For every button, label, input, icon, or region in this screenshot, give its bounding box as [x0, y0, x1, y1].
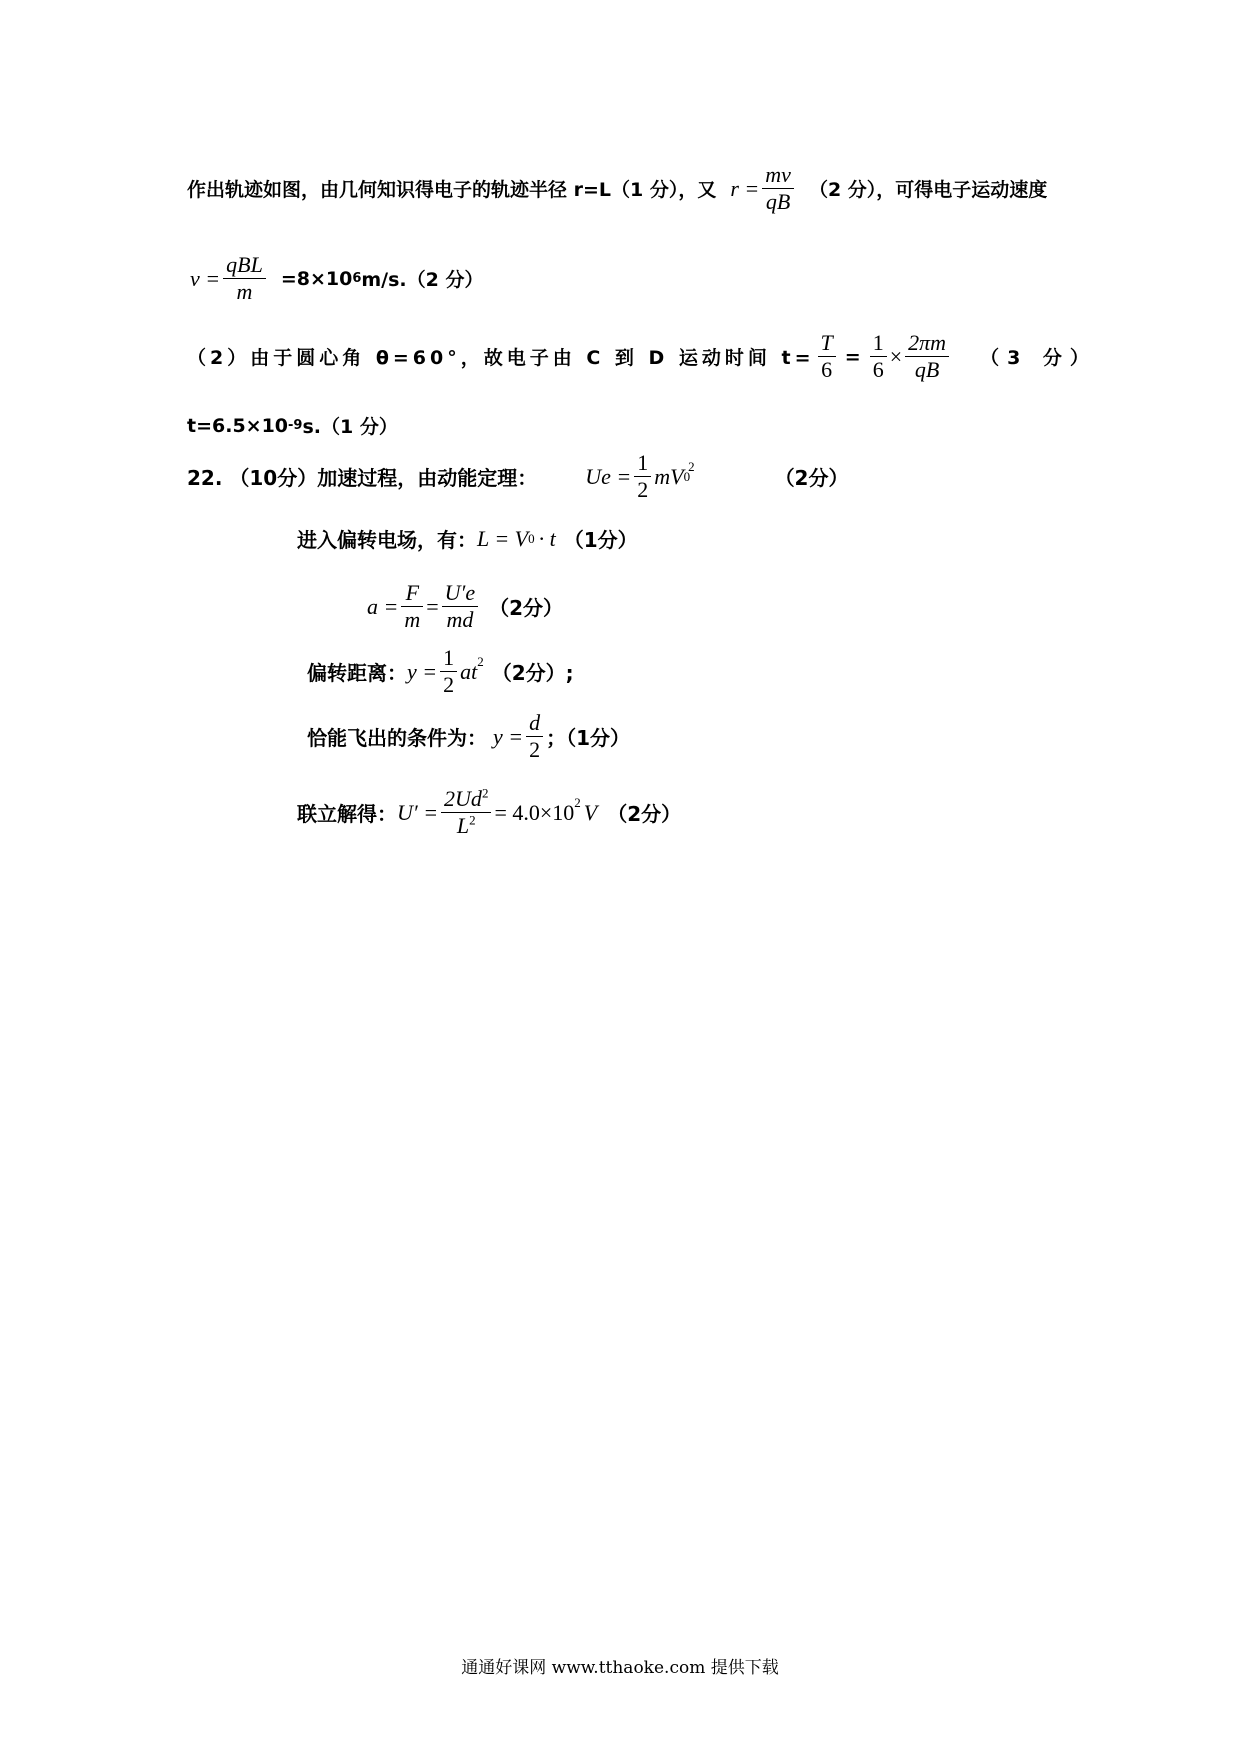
- accel-score: （2分）: [489, 596, 564, 620]
- voltage-rhs-b: V: [583, 799, 598, 825]
- line3-score: （3 分）: [980, 347, 1097, 369]
- times-sign: ×: [889, 343, 903, 369]
- solve-label: 联立解得：: [297, 802, 397, 826]
- accel-f1-numerator: F: [405, 580, 420, 605]
- time-f1-numerator: T: [820, 330, 833, 355]
- accel-lhs: a =: [367, 593, 399, 619]
- voltage-rhs-a: = 4.0×10: [494, 799, 575, 825]
- accel-fraction-2: [442, 580, 478, 633]
- line1-text-a: 作出轨迹如图，由几何知识得电子的轨迹半径 r=L（1 分），又: [187, 179, 717, 201]
- length-score: （1分）: [563, 528, 638, 552]
- condition-fraction: [526, 710, 543, 763]
- page-footer: 通通好课网 www.tthaoke.com 提供下载: [461, 1658, 779, 1678]
- deflection-field-label: 进入偏转电场，有：: [297, 528, 477, 552]
- line1-text-b: （2 分），可得电子运动速度: [808, 179, 1048, 201]
- energy-numerator: 1: [637, 450, 649, 475]
- acceleration-line: [367, 580, 563, 633]
- distance-rhs: at: [460, 658, 478, 684]
- voltage-fraction: [441, 786, 491, 839]
- condition-numerator: d: [529, 710, 541, 735]
- question-22-label: 22. （10分）加速过程，由动能定理：: [187, 466, 538, 490]
- exit-condition-label: 恰能飞出的条件为：: [307, 726, 487, 750]
- voltage-numerator: [441, 786, 491, 812]
- accel-f2-numerator: U′e: [444, 580, 476, 605]
- voltage-score: （2分）: [607, 802, 682, 826]
- deflection-distance-line: 偏转距离： y = $\frac{1}{2}$ at $^2$ （2分）;: [307, 645, 574, 697]
- velocity-denominator: m: [236, 279, 253, 304]
- condition-denominator: 2: [529, 737, 541, 762]
- voltage-numerator-sup: 2: [481, 785, 489, 801]
- time-fraction-3: [905, 330, 949, 383]
- distance-denominator: 2: [443, 672, 455, 697]
- velocity-fraction: [223, 252, 266, 305]
- velocity-value-a: =8×10: [280, 267, 353, 290]
- voltage-denominator: [454, 813, 479, 839]
- time-f2-denominator: 6: [872, 357, 884, 382]
- distance-numerator: 1: [443, 645, 455, 670]
- voltage-denominator-sup: 2: [469, 812, 476, 828]
- radius-fraction: [762, 162, 794, 215]
- time-f3-denominator: qB: [914, 357, 940, 382]
- voltage-lhs: U′ =: [397, 799, 439, 825]
- distance-score: （2分）;: [491, 661, 574, 685]
- distance-lhs: y =: [407, 658, 438, 684]
- deflection-distance-label: 偏转距离：: [307, 661, 407, 685]
- radius-lhs: r =: [730, 175, 760, 201]
- time-fraction-1: [818, 330, 836, 383]
- energy-score: （2分）: [774, 466, 849, 490]
- radius-denominator: qB: [765, 189, 791, 214]
- line3-text-a: （2）由于圆心角 θ=60°，故电子由 C 到 D 运动时间 t=: [187, 347, 815, 369]
- time-f3-numerator: 2πm: [908, 330, 947, 355]
- length-expr-a: L = V: [477, 525, 529, 551]
- solution-line-4: t=6.5×10 -9 s.（1 分）: [187, 412, 398, 439]
- velocity-lhs: v =: [190, 265, 221, 291]
- question-22-line: 22. （10分）加速过程，由动能定理： Ue = $\frac{1}{2}$ mV 0 $^2$ （2分）: [187, 450, 849, 502]
- length-expr-b: · t: [538, 525, 556, 551]
- time-fraction-2: [870, 330, 887, 383]
- velocity-value-b: m/s.（2 分）: [361, 269, 484, 291]
- energy-fraction: [634, 450, 651, 503]
- solution-line-3: [187, 330, 1097, 383]
- equals-sign: =: [426, 593, 439, 619]
- deflection-field-line: 进入偏转电场，有： L = V 0 · t （1分）: [297, 525, 638, 552]
- time-f1-denominator: 6: [821, 357, 833, 382]
- solution-line-2: v = $\frac{\text{qBL}}{m}$ =8×10 6 m/s.（2 分）: [190, 252, 484, 304]
- time-value-a: t=6.5×10: [187, 414, 289, 437]
- energy-lhs: Ue =: [585, 463, 632, 489]
- time-f2-numerator: 1: [872, 330, 884, 355]
- energy-denominator: 2: [637, 477, 649, 502]
- energy-rhs: mV: [654, 463, 684, 489]
- condition-score: ；（1分）: [546, 726, 631, 750]
- radius-numerator: mv: [765, 162, 791, 187]
- exit-condition-line: [307, 710, 630, 763]
- accel-f1-denominator: m: [404, 607, 421, 632]
- time-value-b: s.（1 分）: [302, 416, 398, 438]
- accel-f2-denominator: md: [446, 607, 474, 632]
- solution-line-1: [187, 162, 1047, 215]
- distance-fraction: [440, 645, 457, 698]
- voltage-numerator-base: 2Ud: [444, 786, 482, 811]
- voltage-denominator-base: L: [456, 813, 470, 838]
- velocity-numerator: qBL: [226, 252, 263, 277]
- equals-sign: =: [844, 345, 861, 368]
- solve-line: 联立解得： U′ = $\frac{2Ud^2}{L^2}$ = 4.0×10 $^2$ V （2分）: [297, 785, 682, 838]
- condition-lhs: y =: [493, 723, 524, 749]
- accel-fraction-1: [401, 580, 423, 633]
